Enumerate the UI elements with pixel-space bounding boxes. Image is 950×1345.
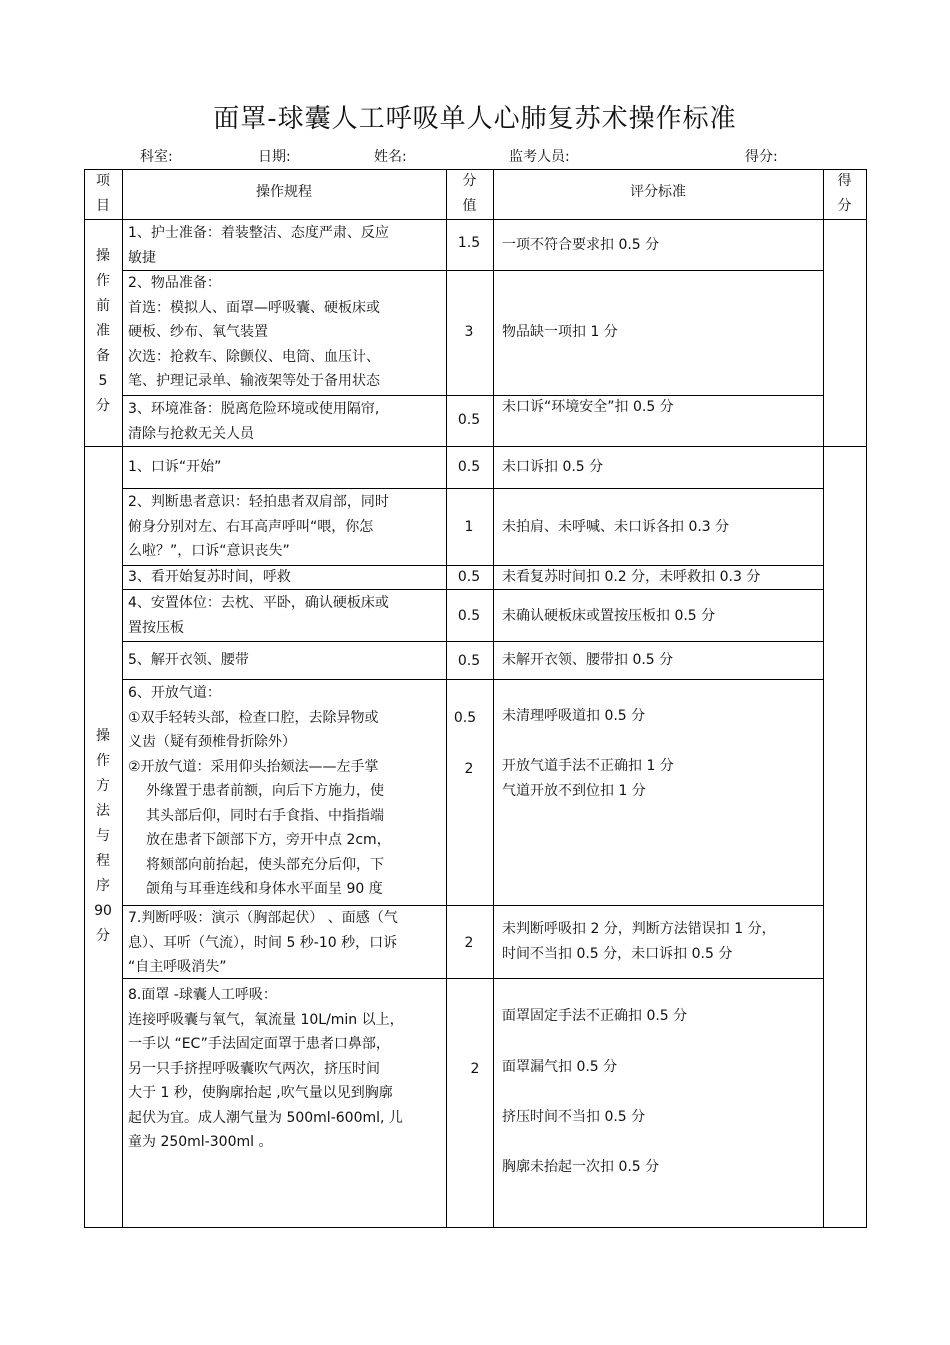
criteria-text xyxy=(502,395,674,420)
procedure-line: 么啦？”，口诉“意识丧失” xyxy=(128,543,290,559)
points-value: 3 xyxy=(464,324,474,340)
section-label-char: 5 xyxy=(98,373,108,389)
procedure-line: 置按压板 xyxy=(128,619,184,636)
criteria-text xyxy=(502,754,674,803)
procedure-line: 7.判断呼吸：演示（胸部起伏） 、面感（气 xyxy=(128,910,398,926)
criteria-line: 未口诉“环境安全”扣 0.5 分 xyxy=(502,399,674,415)
criteria-text xyxy=(502,1055,617,1080)
procedure-line: 另一只手挤捏呼吸囊吹气两次，挤压时间 xyxy=(128,1060,380,1077)
header-item-char-1: 项 xyxy=(96,173,110,189)
criteria-line: 面罩漏气扣 0.5 分 xyxy=(502,1059,618,1075)
header-got-char-1: 得 xyxy=(837,173,852,189)
criteria-line: 开放气道手法不正确扣 1 分 xyxy=(502,758,674,774)
criteria-text xyxy=(502,604,715,629)
criteria-text xyxy=(502,565,760,590)
header-points-char-1: 分 xyxy=(462,173,477,189)
procedure-line: 3、环境准备：脱离危险环境或使用隔帘, xyxy=(128,401,380,417)
procedure-line: 连接呼吸囊与氧气，氧流量 10L/min 以上， xyxy=(128,1011,404,1028)
procedure-text xyxy=(128,490,389,564)
section-label-char: 法 xyxy=(96,803,110,819)
section-label-char: 90 xyxy=(94,903,112,919)
procedure-line: 4、安置体位：去枕、平卧，确认硬板床或 xyxy=(128,595,389,611)
procedure-text xyxy=(128,591,389,640)
section-label-char: 操 xyxy=(96,248,110,264)
procedure-line: 义齿（疑有颈椎骨折除外） xyxy=(128,734,296,750)
procedure-line: ②开放气道：采用仰头抬颏法——左手掌 xyxy=(128,758,379,775)
procedure-line: 8.面罩 -球囊人工呼吸： xyxy=(128,987,277,1003)
header-points xyxy=(446,169,493,218)
procedure-line: 笔、护理记录单、输液架等处于备用状态 xyxy=(128,373,380,389)
section-label-char: 准 xyxy=(96,323,110,339)
procedure-line: 清除与抢救无关人员 xyxy=(128,425,254,442)
criteria-text xyxy=(502,320,618,345)
procedure-line: 2、物品准备： xyxy=(128,275,221,291)
procedure-line: 1、口诉“开始” xyxy=(128,459,222,475)
section-label-char: 程 xyxy=(96,853,110,869)
criteria-line: 时间不当扣 0.5 分，未口诉扣 0.5 分 xyxy=(502,945,733,962)
procedure-text xyxy=(128,397,379,446)
header-item xyxy=(84,169,122,218)
points-value: 0.5 xyxy=(457,459,481,475)
criteria-line: 未清理呼吸道扣 0.5 分 xyxy=(502,708,646,724)
procedure-text xyxy=(128,271,380,394)
points-value: 0.5 xyxy=(457,608,481,624)
section-label-char: 分 xyxy=(96,398,110,414)
points-value: 2 xyxy=(470,1061,480,1077)
header-procedure: 操作规程 xyxy=(256,184,312,200)
procedure-line: 将颏部向前抬起，使头部充分后仰，下 xyxy=(146,856,384,873)
section-label-procedure xyxy=(84,724,122,949)
procedure-line: 起伏为宜。成人潮气量为 500ml-600ml, 儿 xyxy=(128,1109,403,1126)
procedure-line: ①双手轻转头部，检查口腔，去除异物或 xyxy=(128,709,379,726)
criteria-line: 未拍肩、未呼喊、未口诉各扣 0.3 分 xyxy=(502,519,730,535)
procedure-line: 硬板、纱布、氧气装置 xyxy=(128,324,268,340)
procedure-line: 5、解开衣领、腰带 xyxy=(128,652,249,668)
section-label-preparation xyxy=(84,244,122,419)
section-label-char: 操 xyxy=(96,728,110,744)
criteria-line: 胸廓未抬起一次扣 0.5 分 xyxy=(502,1159,660,1175)
header-got-char-2: 分 xyxy=(837,197,852,214)
procedure-line: 首选：模拟人、面罩—呼吸囊、硬板床或 xyxy=(128,299,380,316)
criteria-text xyxy=(502,917,776,966)
points-value: 1 xyxy=(464,519,474,535)
meta-dept-label: 科室: xyxy=(140,149,173,165)
criteria-line: 面罩固定手法不正确扣 0.5 分 xyxy=(502,1008,688,1024)
meta-date-label: 日期: xyxy=(258,149,291,165)
procedure-line: 息）、耳听（气流），时间 5 秒-10 秒，口诉 xyxy=(128,934,398,951)
criteria-text xyxy=(502,1004,687,1029)
section-label-char: 方 xyxy=(96,778,110,794)
criteria-text xyxy=(502,455,603,480)
section-label-char: 备 xyxy=(96,348,110,364)
meta-score-label: 得分: xyxy=(745,149,778,165)
procedure-text xyxy=(128,221,389,270)
procedure-line: 一手以 “EC”手法固定面罩于患者口鼻部， xyxy=(128,1036,390,1052)
procedure-line: 6、开放气道： xyxy=(128,685,221,701)
section-label-char: 作 xyxy=(96,753,110,769)
procedure-text xyxy=(128,455,221,480)
header-item-char-2: 目 xyxy=(96,197,110,214)
points-value: 1.5 xyxy=(457,235,481,251)
criteria-line: 未口诉扣 0.5 分 xyxy=(502,459,604,475)
criteria-text xyxy=(502,1105,645,1130)
criteria-line: 未确认硬板床或置按压板扣 0.5 分 xyxy=(502,608,716,624)
procedure-text xyxy=(128,906,398,980)
criteria-line: 未解开衣领、腰带扣 0.5 分 xyxy=(502,652,674,668)
header-criteria: 评分标准 xyxy=(630,184,686,200)
section-label-char: 作 xyxy=(96,273,110,289)
criteria-line: 未判断呼吸扣 2 分，判断方法错误扣 1 分， xyxy=(502,921,776,937)
procedure-line: 2、判断患者意识：轻拍患者双肩部，同时 xyxy=(128,494,389,510)
criteria-line: 未看复苏时间扣 0.2 分，未呼救扣 0.3 分 xyxy=(502,569,761,585)
points-value: 2 xyxy=(464,761,474,777)
criteria-line: 一项不符合要求扣 0.5 分 xyxy=(502,237,660,253)
procedure-line: 外缘置于患者前额，向后下方施力，使 xyxy=(146,783,384,799)
points-value: 0.5 xyxy=(457,412,481,428)
procedure-line: 敏捷 xyxy=(128,249,156,266)
procedure-line: 1、护士准备：着装整洁、态度严肃、反应 xyxy=(128,225,389,241)
points-value: 0.5 xyxy=(453,710,477,726)
procedure-line: 放在患者下颌部下方，旁开中点 2cm， xyxy=(146,832,391,848)
criteria-text xyxy=(502,1155,659,1180)
criteria-text xyxy=(502,233,659,258)
procedure-line: 颌角与耳垂连线和身体水平面呈 90 度 xyxy=(146,881,383,897)
procedure-text xyxy=(128,983,404,1155)
procedure-line: 3、看开始复苏时间，呼救 xyxy=(128,569,291,585)
points-value: 0.5 xyxy=(457,569,481,585)
procedure-line: 其头部后仰，同时右手食指、中指指端 xyxy=(146,807,384,824)
section-label-char: 分 xyxy=(96,928,110,944)
meta-examiner-label: 监考人员: xyxy=(509,149,570,165)
procedure-line: 大于 1 秒，使胸廓抬起 ,吹气量以见到胸廓 xyxy=(128,1085,393,1101)
criteria-text xyxy=(502,648,673,673)
procedure-line: 俯身分别对左、右耳高声呼叫“喂，你怎 xyxy=(128,518,374,535)
section-label-char: 前 xyxy=(96,298,110,314)
meta-name-label: 姓名: xyxy=(374,149,407,165)
procedure-text xyxy=(128,648,249,673)
criteria-line: 物品缺一项扣 1 分 xyxy=(502,324,618,340)
header-points-char-2: 值 xyxy=(462,197,477,214)
procedure-line: 童为 250ml-300ml 。 xyxy=(128,1134,273,1150)
procedure-text xyxy=(128,565,291,590)
points-value: 0.5 xyxy=(457,653,481,669)
points-value: 2 xyxy=(464,935,474,951)
section-label-char: 序 xyxy=(96,878,110,894)
criteria-text xyxy=(502,515,729,540)
procedure-line: “自主呼吸消失” xyxy=(128,959,227,975)
criteria-text xyxy=(502,704,645,729)
procedure-text xyxy=(128,681,391,902)
procedure-line: 次选：抢救车、除颤仪、电筒、血压计、 xyxy=(128,348,380,365)
header-got xyxy=(823,169,866,218)
section-label-char: 与 xyxy=(96,828,110,844)
criteria-line: 气道开放不到位扣 1 分 xyxy=(502,782,646,799)
document-title: 面罩-球囊人工呼吸单人心肺复苏术操作标准 xyxy=(213,104,737,134)
criteria-line: 挤压时间不当扣 0.5 分 xyxy=(502,1109,646,1125)
